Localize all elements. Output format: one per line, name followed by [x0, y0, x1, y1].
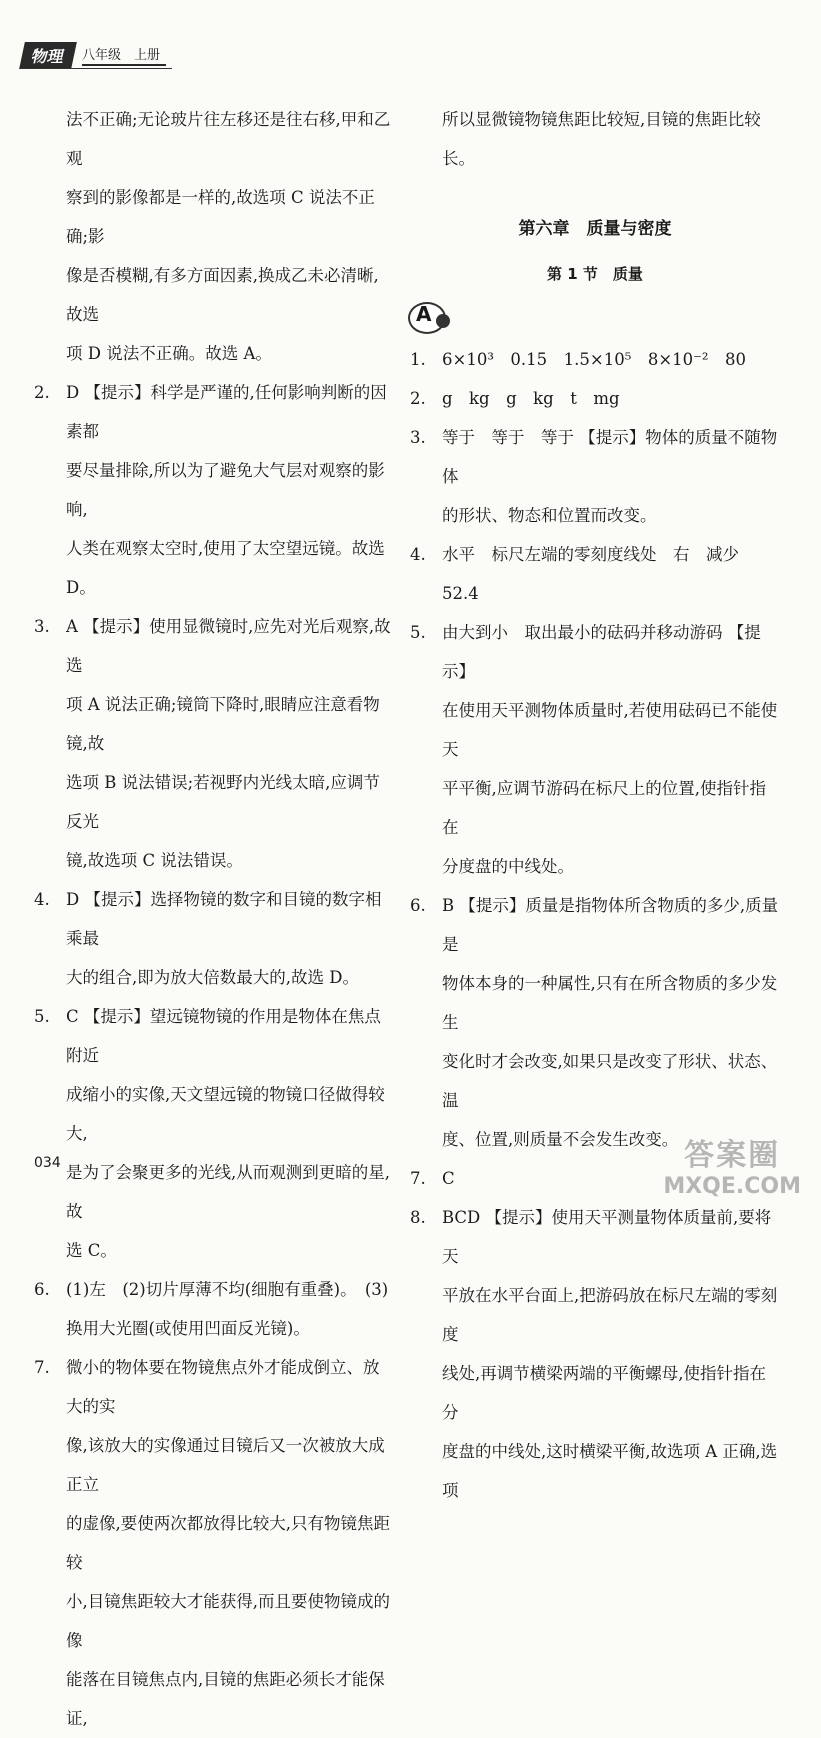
answer-line: BCD 【提示】使用天平测量物体质量前,要将天 — [442, 1208, 772, 1266]
answer-item — [410, 340, 780, 379]
grade-label: 八年级 上册 — [82, 44, 166, 66]
continued-line: 法不正确;无论玻片往左移还是往右移,甲和乙观 — [66, 110, 391, 168]
answer-number: 3. — [410, 428, 426, 447]
answer-item — [34, 1270, 394, 1348]
answer-line: 变化时才会改变,如果只是改变了形状、状态、温 — [442, 1052, 778, 1110]
answer-line: 是为了会聚更多的光线,从而观测到更暗的星,故 — [66, 1163, 390, 1221]
level-a-badge — [408, 300, 454, 334]
answer-number: 3. — [34, 617, 50, 636]
answer-item — [410, 418, 780, 535]
answer-line: 分度盘的中线处。 — [442, 857, 574, 876]
answer-line: (1)左 (2)切片厚薄不均(细胞有重叠)。 (3) — [66, 1280, 389, 1299]
section-title: 第 1 节 质量 — [547, 265, 643, 283]
answer-item — [410, 613, 780, 886]
answer-line: 的虚像,要使两次都放得比较大,只有物镜焦距较 — [66, 1514, 390, 1572]
answer-item — [410, 1198, 780, 1510]
answer-item — [34, 880, 394, 997]
answer-line: g kg g kg t mg — [442, 389, 620, 408]
answer-number: 2. — [410, 389, 426, 408]
answer-line: 要尽量排除,所以为了避免大气层对观察的影响, — [66, 461, 385, 519]
subject-label: 物理 — [19, 42, 77, 69]
answer-number: 2. — [34, 383, 50, 402]
answer-item — [410, 379, 780, 418]
answer-number: 6. — [410, 896, 426, 915]
badge-letter: A — [416, 302, 432, 326]
answer-item — [34, 1348, 394, 1738]
answer-line: 项 A 说法正确;镜筒下降时,眼睛应注意看物镜,故 — [66, 695, 380, 753]
answer-line: C 【提示】望远镜物镜的作用是物体在焦点附近 — [66, 1007, 381, 1065]
answer-line: 小,目镜焦距较大才能获得,而且要使物镜成的像 — [66, 1592, 390, 1650]
answer-line: 等于 等于 等于 【提示】物体的质量不随物体 — [442, 428, 778, 486]
answer-line: 微小的物体要在物镜焦点外才能成倒立、放大的实 — [66, 1358, 380, 1416]
watermark-url: MXQE.COM — [663, 1174, 801, 1199]
answer-number: 7. — [410, 1169, 426, 1188]
watermark — [663, 1130, 801, 1199]
watermark-text: 答案圈 — [684, 1138, 781, 1173]
answer-item — [410, 535, 780, 613]
left-column — [34, 100, 394, 1738]
answer-line: 选项 B 说法错误;若视野内光线太暗,应调节反光 — [66, 773, 380, 831]
answer-item — [34, 997, 394, 1270]
answer-line: B 【提示】质量是指物体所含物质的多少,质量是 — [442, 896, 779, 954]
answer-line: C — [442, 1169, 455, 1188]
answer-number: 5. — [34, 1007, 50, 1026]
answer-line: 换用大光圈(或使用凹面反光镜)。 — [66, 1319, 310, 1338]
answer-line: 镜,故选项 C 说法错误。 — [66, 851, 243, 870]
continued-line: 项 D 说法不正确。故选 A。 — [66, 344, 272, 363]
answer-number: 7. — [34, 1358, 50, 1377]
answer-item — [410, 886, 780, 1159]
answer-line: D 【提示】选择物镜的数字和目镜的数字相乘最 — [66, 890, 382, 948]
running-header — [22, 44, 166, 66]
answer-line: 6×10³ 0.15 1.5×10⁵ 8×10⁻² 80 — [442, 350, 746, 369]
answer-line: 成缩小的实像,天文望远镜的物镜口径做得较大, — [66, 1085, 385, 1143]
answer-line: 物体本身的一种属性,只有在所含物质的多少发生 — [442, 974, 778, 1032]
answer-line: 平放在水平台面上,把游码放在标尺左端的零刻度 — [442, 1286, 778, 1344]
answer-line: 能落在目镜焦点内,目镜的焦距必须长才能保证, — [66, 1670, 385, 1728]
answer-line: D 【提示】科学是严谨的,任何影响判断的因素都 — [66, 383, 387, 441]
answer-line: 水平 标尺左端的零刻度线处 右 减少 52.4 — [442, 545, 756, 603]
answer-line: 线处,再调节横梁两端的平衡螺母,使指针指在分 — [442, 1364, 766, 1422]
answer-line: A 【提示】使用显微镜时,应先对光后观察,故选 — [66, 617, 391, 675]
answer-number: 6. — [34, 1280, 50, 1299]
answer-number: 4. — [410, 545, 426, 564]
answer-line: 人类在观察太空时,使用了太空望远镜。故选 D。 — [66, 539, 385, 597]
answer-number: 1. — [410, 350, 426, 369]
answer-line: 平平衡,应调节游码在标尺上的位置,使指针指在 — [442, 779, 766, 837]
answer-number: 5. — [410, 623, 426, 642]
answer-line: 选 C。 — [66, 1241, 117, 1260]
answer-line: 大的组合,即为放大倍数最大的,故选 D。 — [66, 968, 359, 987]
answer-line: 度、位置,则质量不会发生改变。 — [442, 1130, 679, 1149]
answer-line: 由大到小 取出最小的砝码并移动游码 【提示】 — [442, 623, 761, 681]
badge-dot — [436, 314, 450, 328]
right-column — [410, 100, 780, 1510]
answer-line: 度盘的中线处,这时横梁平衡,故选项 A 正确,选项 — [442, 1442, 778, 1500]
page-number: 034 — [34, 1155, 61, 1171]
answer-line: 像,该放大的实像通过目镜后又一次被放大成正立 — [66, 1436, 385, 1494]
header-rule — [22, 68, 172, 69]
answer-number: 4. — [34, 890, 50, 909]
answer-line: 的形状、物态和位置而改变。 — [442, 506, 657, 525]
continued-line: 察到的影像都是一样的,故选项 C 说法不正确;影 — [66, 188, 375, 246]
answer-item — [34, 607, 394, 880]
answer-item — [34, 373, 394, 607]
continued-line: 所以显微镜物镜焦距比较短,目镜的焦距比较长。 — [442, 110, 761, 168]
chapter-title: 第六章 质量与密度 — [518, 219, 672, 239]
answer-line: 在使用天平测物体质量时,若使用砝码已不能使天 — [442, 701, 778, 759]
continued-line: 像是否模糊,有多方面因素,换成乙未必清晰,故选 — [66, 266, 379, 324]
answer-number: 8. — [410, 1208, 426, 1227]
